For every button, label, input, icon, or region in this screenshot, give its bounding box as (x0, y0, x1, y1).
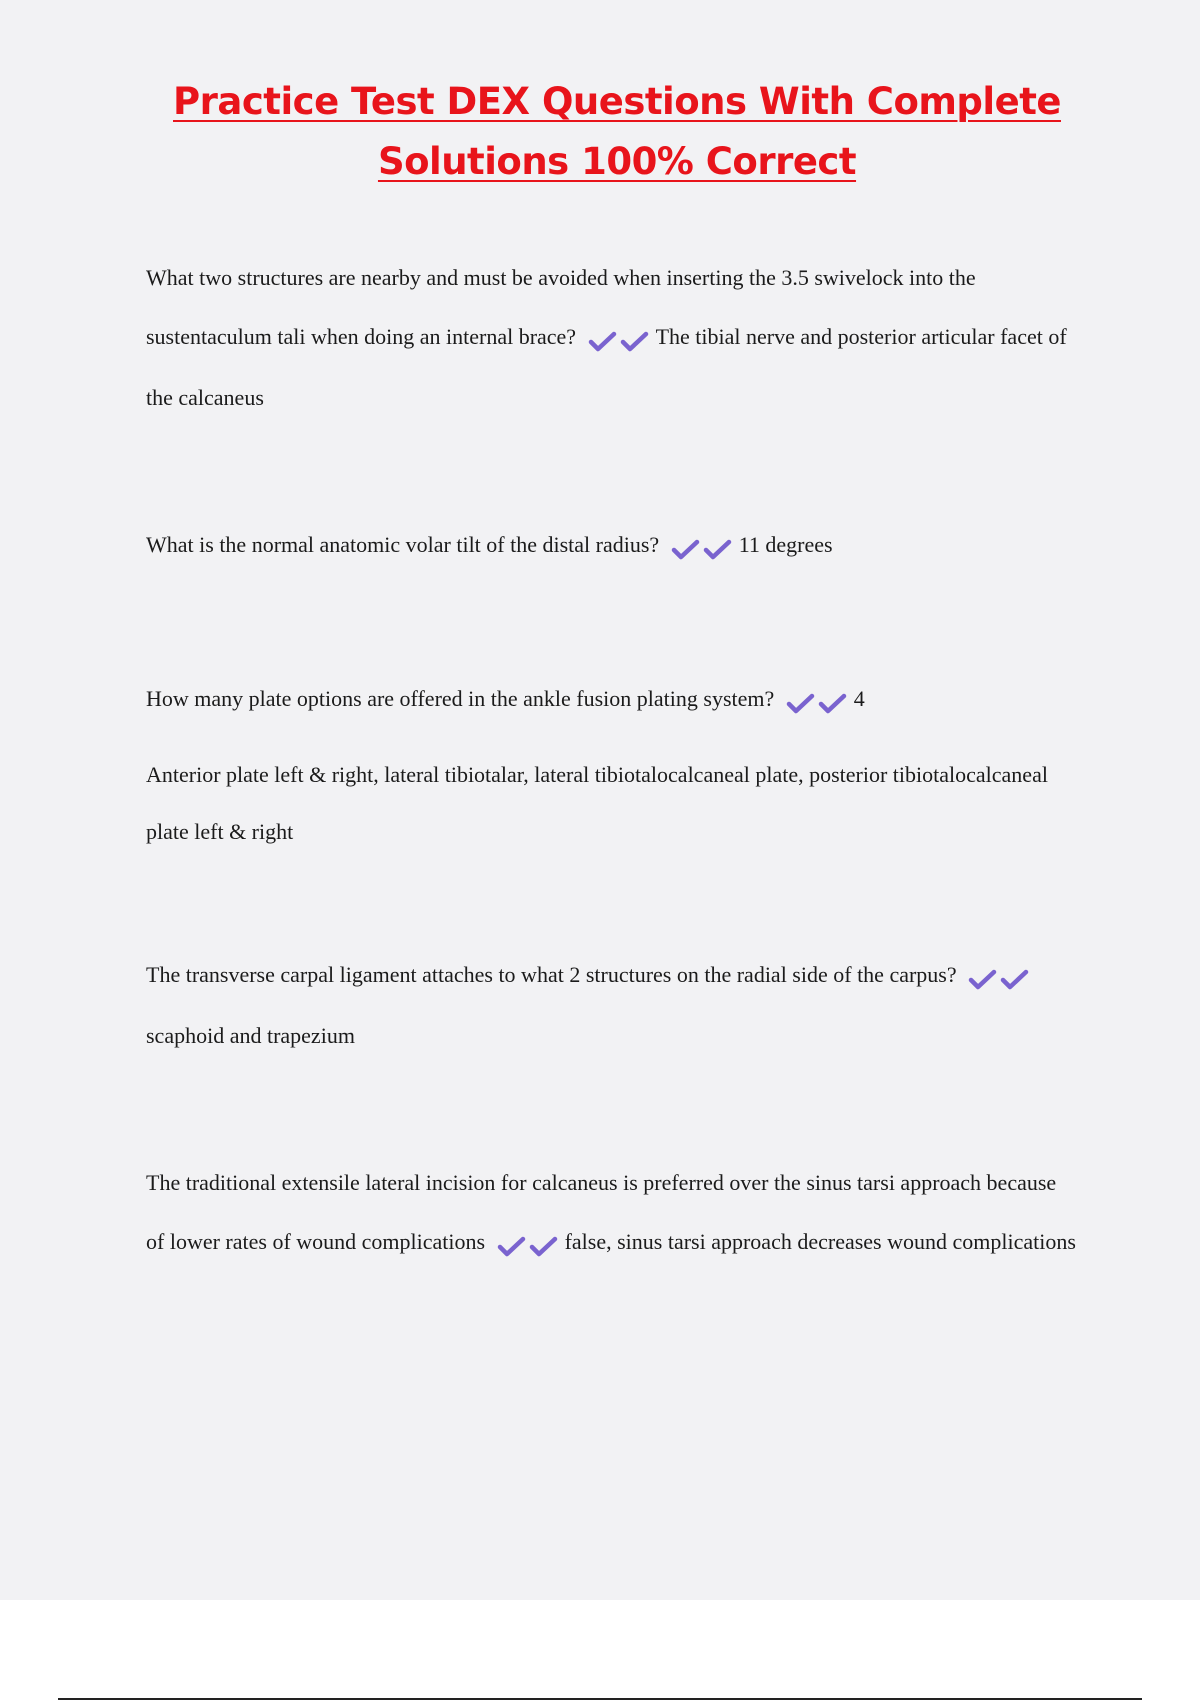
qa-item (146, 670, 1076, 729)
question-text: The transverse carpal ligament attaches to what 2 structures on the radial side of the carpus? (146, 962, 957, 987)
question-text: What is the normal anatomic volar tilt of the distal radius? (146, 532, 660, 557)
question-text: The traditional extensile lateral incision for calcaneus is preferred over the sinus tarsi approach because of lower rates of wound complications (146, 1170, 1057, 1254)
title-line-2: Solutions 100% Correct (377, 140, 857, 183)
qa-item (146, 248, 1076, 427)
answer-text: 4 (853, 686, 865, 711)
answer-text: The tibial nerve and posterior articular facet of the calcaneus (146, 324, 1067, 411)
answer-text: false, sinus tarsi approach decreases wound complications (564, 1229, 1076, 1254)
double-check-icon (588, 309, 652, 368)
double-check-icon (671, 518, 735, 575)
document-title (100, 72, 1134, 192)
double-check-icon (497, 1214, 561, 1273)
double-check-icon (786, 672, 850, 729)
double-check-icon (968, 947, 1032, 1006)
question-text: What two structures are nearby and must be avoided when inserting the 3.5 swivelock into the sustentaculum tali when doing an internal brace? (146, 265, 976, 349)
answer-detail (146, 746, 1076, 860)
question-text: How many plate options are offered in the ankle fusion plating system? (146, 686, 775, 711)
answer-detail-text: Anterior plate left & right, lateral tibiotalar, lateral tibiotalocalcaneal plate, posterior tibiotalocalcaneal plate left & right (146, 762, 1048, 844)
answer-text: 11 degrees (738, 532, 833, 557)
title-line-1: Practice Test DEX Questions With Complete (173, 80, 1061, 123)
answer-text: scaphoid and trapezium (146, 1023, 355, 1049)
qa-item (146, 945, 1076, 1065)
qa-item (146, 516, 1076, 575)
qa-item (146, 1153, 1076, 1273)
